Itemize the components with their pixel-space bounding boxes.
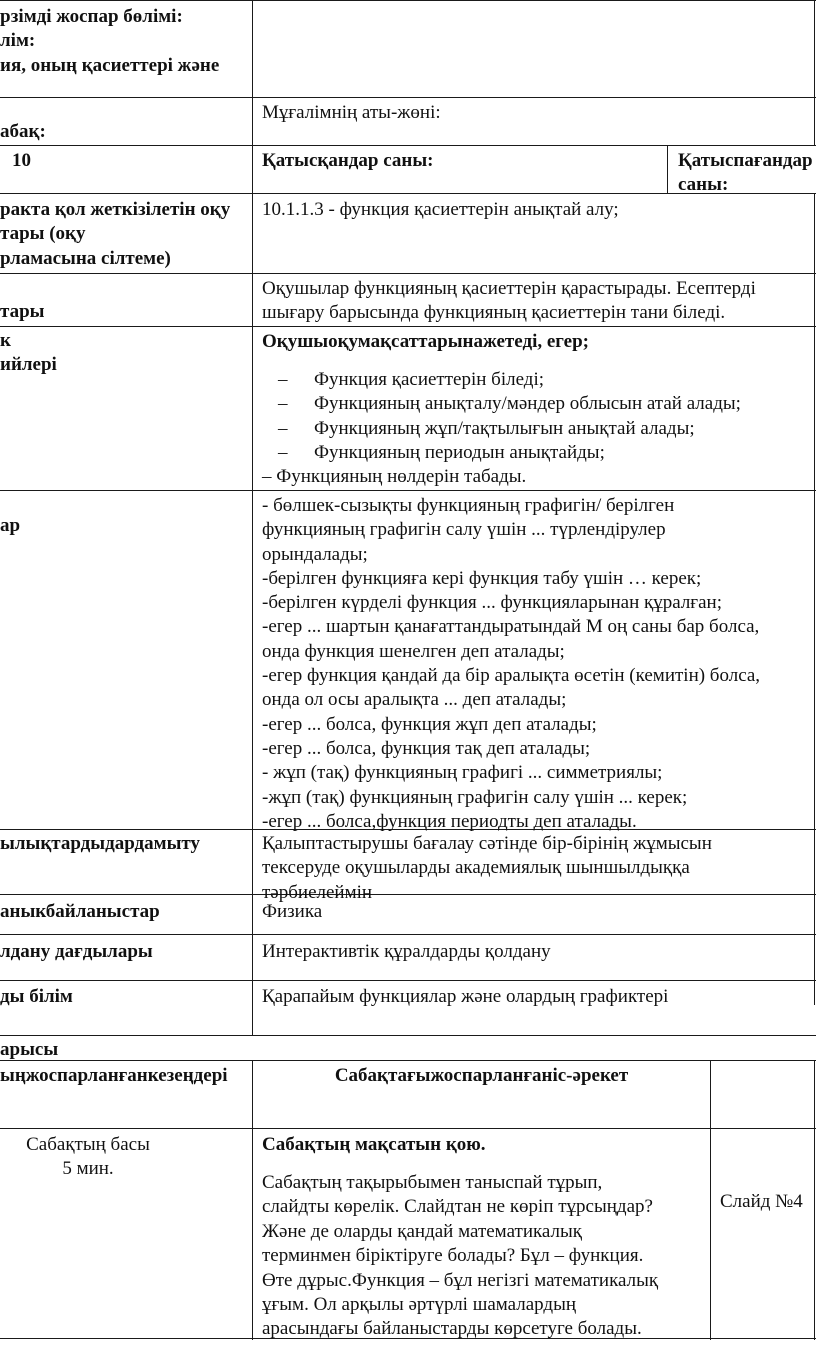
values-label: ылықтардыдардамыту [0,833,201,854]
activity-text: Сабақтың тақырыбымен таныспай тұрып, слайдты көрелік. Слайдтан не көріп тұрсыңдар? Және де оларды қандай математикалық терминмен біріктіруге болады? Бұл – функция. Өте дұрыс.Функция – бұл негізгі математикалық ұғым. Ол арқылы әртүрлі шамалардың арасындағы байланыстарды көрсетуге болады. [262,1172,659,1340]
table-row-line [0,980,816,981]
objectives-label: ракта қол жеткізілетін оқу тары (оқу рламасына сілтеме) [0,199,231,269]
success-criteria-list [262,368,741,465]
stage-duration: 5 мин. [62,1158,114,1179]
table-row-line [0,1128,816,1129]
resource-slide: Слайд №4 [720,1191,803,1212]
table-row-line [0,490,816,491]
table-border-right [814,193,815,1005]
table-row-line [0,0,816,1]
present-count-label: Қатысқандар саны: [262,150,434,171]
stage-name: Сабақтың басы [26,1134,150,1155]
activity-heading: Сабақтың мақсатын қою. [262,1134,486,1155]
table-column-divider [252,1060,253,1340]
table-row-line [0,934,816,935]
objectives-value: 10.1.1.3 - функция қасиеттерін анықтай алу; [262,199,619,220]
grade-value: 10 [12,150,31,171]
table-row-line [0,273,816,274]
column-header-stage: ыңжоспарланғанкезеңдері [0,1065,228,1086]
table-column-divider [252,0,253,1035]
success-criteria-heading: Оқушыоқумақсаттарынажетеді, егер; [262,331,589,352]
ict-label: лдану дағдылары [0,941,153,962]
list-item: – Функцияның жұп/тақтылығын анықтай алады; [278,417,695,439]
list-item: – Функцияның периодын анықтайды; [278,441,605,463]
success-criteria-label: к ийлері [0,330,57,376]
table-row-line [0,1060,816,1061]
table-row-line [0,1035,816,1036]
prior-knowledge-label: ды білім [0,986,73,1007]
language-label: ар [0,515,21,536]
cross-links-label: аныкбайланыстар [0,901,160,922]
table-border-right [814,1060,815,1340]
success-criteria-last-item: – Функцияның нөлдерін табады. [262,466,527,487]
cross-links-value: Физика [262,901,323,922]
teacher-label: Мұғалімнің аты-жөні: [262,102,441,123]
values-text: Қалыптастырушы бағалау сәтінде бір-бірінің жұмысын тексеруде оқушыларды академиялық шыншылдыққа тәрбиелеймін [262,833,712,903]
table-column-divider [710,1060,711,1340]
ict-value: Интерактивтік құралдарды қолдану [262,941,551,962]
lesson-goals-text: Оқушылар функцияның қасиеттерін қарастырады. Есептерді шығару барысында функцияның қасиеттерін тани біледі. [262,278,756,324]
section-label: рзімді жоспар бөлімі: лім: ия, оның қасиеттері және [0,6,220,76]
absent-count-label: Қатыспағандар саны: [678,150,813,196]
list-item: – Функция қасиеттерін біледі; [278,369,545,390]
lesson-label: абақ: [0,121,46,142]
table-row-line [0,326,816,327]
prior-knowledge-value: Қарапайым функциялар және олардың графиктері [262,986,669,1007]
table-row-line [0,145,816,146]
column-header-activity: Сабақтағыжоспарланғаніс-әрекет [334,1065,629,1086]
list-item: – Функцияның анықталу/мәндер облысын атай алады; [278,393,741,415]
table-column-divider [667,145,668,193]
language-text: - бөлшек-сызықты функцияның графигін/ берілген функцияның графигін салу үшін ... түрлендірулер орындалады; -берілген функцияға кері функция табу үшін … керек; -берілген күрделі функция ... функцияларынан құралған; -егер ... шартын қанағаттандыратындай М оң саны бар болса, онда функция шенелген деп аталады; -егер функция қандай да бір аралықта өсетін (кемитін) болса, онда ол осы аралықта ... деп аталады; -егер ... болса, функция жұп деп аталады; -егер ... болса, функция тақ деп аталады; - жұп (тақ) функцияның графигі ... симметриялы; -жұп (тақ) функцияның графигін салу үшін ... керек; -егер ... болса,функция периодты деп аталады. [262,495,761,832]
table-row-line [0,97,816,98]
progress-title: арысы [0,1039,59,1060]
table-border-right [814,0,815,145]
lesson-goals-label: тары [0,301,45,322]
